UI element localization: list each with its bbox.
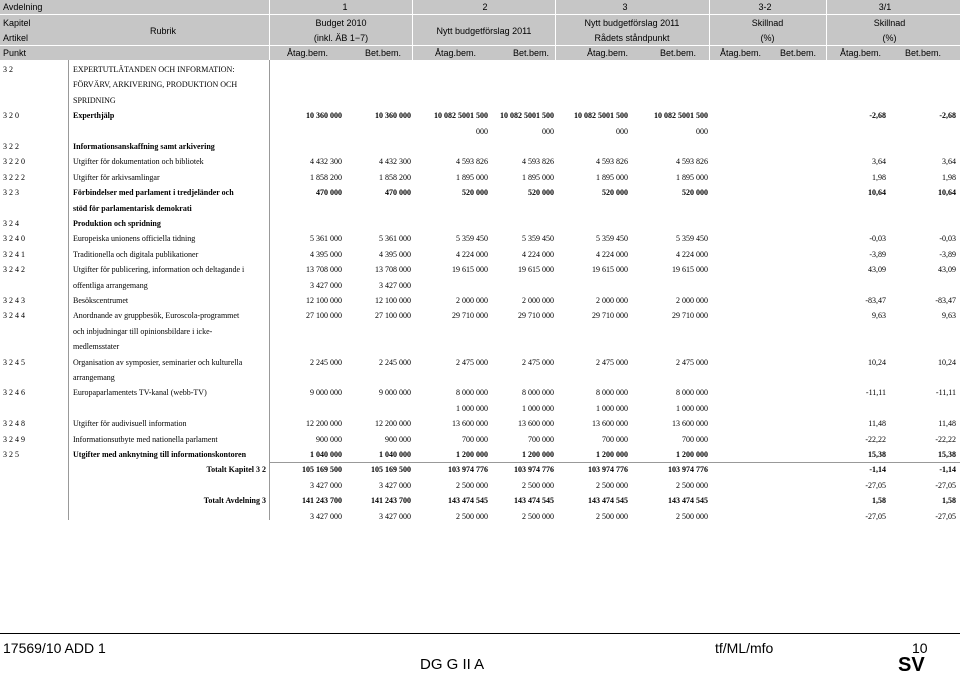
row-title: Utgifter med anknytning till informationskontoren <box>73 450 247 459</box>
footer-page-number: 10 <box>912 640 928 656</box>
row-title: Informationsanskaffning samt arkivering <box>73 142 215 151</box>
header-rubrik: Rubrik <box>150 26 177 36</box>
table-row <box>0 402 960 416</box>
header-budget-2010: Budget 2010 <box>315 18 367 28</box>
row-code: 3 2 4 4 <box>3 311 25 321</box>
row-value: 143 474 545 <box>514 496 554 506</box>
row-title: stöd för parlamentarisk demokrati <box>73 203 192 213</box>
footer-rule <box>0 633 960 634</box>
row-value: -27,05 <box>865 480 886 490</box>
table-row <box>0 479 960 493</box>
footer-doc-ref: 17569/10 ADD 1 <box>3 640 106 656</box>
row-value: 10 082 5001 500 <box>654 111 708 121</box>
subcol-label: Åtag.bem. <box>587 48 629 58</box>
row-title: EXPERTUTLÄTANDEN OCH INFORMATION: <box>73 65 235 74</box>
row-value: 3 427 000 <box>379 280 411 290</box>
row-value: 13 708 000 <box>306 265 342 275</box>
table-row <box>0 140 960 154</box>
row-value: 1 858 200 <box>379 172 411 182</box>
row-title: Informationsutbyte med nationella parlament <box>73 434 218 444</box>
row-code: 3 2 5 <box>3 450 19 459</box>
row-code: 3 2 3 <box>3 188 19 198</box>
row-value: 4 395 000 <box>379 249 411 259</box>
row-value: 4 593 826 <box>676 157 708 167</box>
header-divider <box>269 0 270 60</box>
header-col-3: 3 <box>622 2 628 12</box>
row-value: 43,09 <box>868 265 886 275</box>
row-title: Organisation av symposier, seminarier och kulturella <box>73 357 243 367</box>
row-value: 4 593 826 <box>522 157 554 167</box>
header-col-3-2: 3-2 <box>758 2 772 12</box>
row-value: 19 615 000 <box>452 265 488 275</box>
table-row <box>0 340 960 354</box>
row-title: Anordnande av gruppbesök, Euroscola-programmet <box>73 311 240 321</box>
row-code: 3 2 4 <box>3 219 19 228</box>
row-value: 1,58 <box>942 496 956 506</box>
row-code: 3 2 4 9 <box>3 434 25 444</box>
row-title: Utgifter för publicering, information och deltagande i <box>73 265 245 275</box>
row-value: 105 169 500 <box>371 465 411 475</box>
header-divider <box>555 0 556 60</box>
row-value: 29 710 000 <box>452 311 488 321</box>
row-value: -3,89 <box>869 249 886 259</box>
row-value: 12 100 000 <box>375 296 411 305</box>
table-row <box>0 78 960 92</box>
row-value: 1 858 200 <box>310 172 342 182</box>
row-value: 12 100 000 <box>306 296 342 305</box>
row-code: 3 2 4 1 <box>3 249 25 259</box>
row-title: SPRIDNING <box>73 95 116 105</box>
row-value: 10 082 5001 500 <box>574 111 628 121</box>
row-title: Experthjälp <box>73 111 115 121</box>
row-value: 10,24 <box>868 357 886 367</box>
row-value: 000 <box>696 126 708 136</box>
row-value: -22,22 <box>935 434 956 444</box>
row-value: 13 600 000 <box>518 419 554 429</box>
page-footer <box>0 632 960 676</box>
table-row <box>0 309 960 323</box>
row-value: 000 <box>616 126 628 136</box>
row-title: Utgifter för audivisuell information <box>73 419 187 429</box>
header-skillnad-1-pct: (%) <box>760 33 775 43</box>
row-value: 143 474 545 <box>448 496 488 506</box>
row-value: 13 600 000 <box>592 419 628 429</box>
header-skillnad-2: Skillnad <box>873 18 906 28</box>
table-row <box>0 186 960 200</box>
row-value: 29 710 000 <box>672 311 708 321</box>
row-value: 10,64 <box>938 188 956 198</box>
header-skillnad-2-pct: (%) <box>882 33 897 43</box>
row-value: 000 <box>476 126 488 136</box>
header-divider <box>826 0 827 60</box>
table-row <box>0 94 960 108</box>
row-value: 1 895 000 <box>456 172 488 182</box>
row-value: 2 500 000 <box>456 511 488 521</box>
row-value: 2 500 000 <box>676 480 708 490</box>
row-value: 2 475 000 <box>456 357 488 367</box>
row-value: 2 475 000 <box>676 357 708 367</box>
header-col-1: 1 <box>342 2 348 12</box>
row-value: 1 040 000 <box>379 450 411 459</box>
table-row <box>0 356 960 370</box>
row-title: Produktion och spridning <box>73 219 161 228</box>
table-row <box>0 494 960 508</box>
row-value: 19 615 000 <box>672 265 708 275</box>
subcol-label: Bet.bem. <box>780 48 817 58</box>
row-value: 10 360 000 <box>306 111 342 121</box>
header-col-3-1: 3/1 <box>878 2 892 12</box>
table-row <box>0 371 960 385</box>
row-value: 103 974 776 <box>514 465 554 475</box>
row-value: 27 100 000 <box>375 311 411 321</box>
row-value: 1 895 000 <box>676 172 708 182</box>
row-value: 9 000 000 <box>310 388 342 398</box>
row-value: -3,89 <box>939 249 956 259</box>
subcol-label: Bet.bem. <box>660 48 697 58</box>
row-value: 1 200 000 <box>456 450 488 459</box>
row-value: -11,11 <box>935 388 956 398</box>
row-value: 3 427 000 <box>379 511 411 521</box>
table-row <box>0 217 960 231</box>
row-title: FÖRVÄRV, ARKIVERING, PRODUKTION OCH <box>73 80 238 90</box>
row-value: 5 361 000 <box>310 234 342 244</box>
table-row <box>0 510 960 524</box>
footer-initials: tf/ML/mfo <box>715 640 774 656</box>
row-value: 15,38 <box>868 450 886 459</box>
row-value: -27,05 <box>935 480 956 490</box>
row-value: -27,05 <box>935 511 956 521</box>
header-divider <box>709 0 710 60</box>
header-avdelning: Avdelning <box>3 2 43 12</box>
row-value: 2 000 000 <box>596 296 628 305</box>
row-value: 12 200 000 <box>375 419 411 429</box>
row-value: 10 082 5001 500 <box>434 111 488 121</box>
header-punkt: Punkt <box>3 48 27 58</box>
row-value: -0,03 <box>939 234 956 244</box>
row-value: 4 432 300 <box>310 157 342 167</box>
row-value: -2,68 <box>939 111 956 121</box>
row-value: 700 000 <box>682 434 708 444</box>
row-value: -83,47 <box>865 296 886 305</box>
row-value: 9 000 000 <box>379 388 411 398</box>
row-value: 10 082 5001 500 <box>500 111 554 121</box>
row-value: 000 <box>542 126 554 136</box>
row-value: 2 500 000 <box>522 511 554 521</box>
row-code: 3 2 0 <box>3 111 19 121</box>
row-value: 103 974 776 <box>448 465 488 475</box>
header-divider <box>0 45 960 46</box>
row-value: 1 040 000 <box>310 450 342 459</box>
row-title: Totalt Kapitel 3 2 <box>206 465 266 475</box>
row-value: 2 500 000 <box>522 480 554 490</box>
header-nytt-budget: Nytt budgetförslag 2011 <box>436 26 532 36</box>
row-value: 11,48 <box>938 419 956 429</box>
table-row <box>0 463 960 477</box>
table-row <box>0 386 960 400</box>
table-row <box>0 232 960 246</box>
row-value: 470 000 <box>316 188 342 198</box>
row-value: 141 243 700 <box>371 496 411 506</box>
row-value: 2 000 000 <box>522 296 554 305</box>
row-value: 29 710 000 <box>592 311 628 321</box>
header-kapitel: Kapitel <box>3 18 31 28</box>
table-row <box>0 109 960 123</box>
row-value: -27,05 <box>865 511 886 521</box>
row-title: arrangemang <box>73 373 115 382</box>
row-title: Europeiska unionens officiella tidning <box>73 234 196 244</box>
row-value: 13 600 000 <box>672 419 708 429</box>
row-value: 1 895 000 <box>596 172 628 182</box>
row-value: 900 000 <box>385 434 411 444</box>
table-row <box>0 325 960 339</box>
row-code: 3 2 <box>3 65 13 74</box>
row-value: 4 224 000 <box>456 249 488 259</box>
row-value: 4 593 826 <box>456 157 488 167</box>
subcol-label: Åtag.bem. <box>720 48 762 58</box>
row-code: 3 2 2 0 <box>3 157 25 167</box>
row-code: 3 2 4 3 <box>3 296 25 305</box>
table-row <box>0 171 960 185</box>
row-value: -11,11 <box>865 388 886 398</box>
row-value: 520 000 <box>528 188 554 198</box>
row-title: Totalt Avdelning 3 <box>203 496 266 506</box>
row-value: 700 000 <box>462 434 488 444</box>
row-value: 2 245 000 <box>379 357 411 367</box>
row-value: 5 359 450 <box>456 234 488 244</box>
row-value: -1,14 <box>869 465 886 475</box>
header-budget-inkl: (inkl. ÄB 1−7) <box>313 33 369 43</box>
row-value: 29 710 000 <box>518 311 554 321</box>
subcol-label: Åtag.bem. <box>435 48 477 58</box>
row-code: 3 2 2 2 <box>3 172 25 182</box>
row-value: 12 200 000 <box>306 419 342 429</box>
row-value: 3,64 <box>942 157 956 167</box>
row-title: Besökscentrumet <box>73 296 129 305</box>
row-value: 5 359 450 <box>522 234 554 244</box>
row-value: 4 593 826 <box>596 157 628 167</box>
row-value: 8 000 000 <box>596 388 628 398</box>
row-value: 9,63 <box>872 311 886 321</box>
table-row <box>0 294 960 308</box>
row-value: 2 475 000 <box>522 357 554 367</box>
row-title: Utgifter för arkivsamlingar <box>73 172 160 182</box>
row-title: Förbindelser med parlament i tredjeländer och <box>73 188 234 198</box>
row-title: och inbjudningar till opinionsbildare i icke- <box>73 326 213 336</box>
table-header <box>0 0 960 60</box>
row-value: 520 000 <box>462 188 488 198</box>
table-row <box>0 433 960 447</box>
header-divider <box>412 0 413 60</box>
row-title: medlemsstater <box>73 342 120 352</box>
row-value: 2 500 000 <box>676 511 708 521</box>
row-value: 1 000 000 <box>676 403 708 413</box>
table-row <box>0 202 960 216</box>
table-row <box>0 263 960 277</box>
row-value: 141 243 700 <box>302 496 342 506</box>
table-row <box>0 155 960 169</box>
row-value: 2 475 000 <box>596 357 628 367</box>
row-code: 3 2 4 2 <box>3 265 25 275</box>
row-value: 5 359 450 <box>676 234 708 244</box>
total-rule <box>269 462 960 463</box>
row-value: 4 224 000 <box>596 249 628 259</box>
table-row <box>0 125 960 139</box>
row-value: 19 615 000 <box>518 265 554 275</box>
header-skillnad-1: Skillnad <box>751 18 784 28</box>
subcol-label: Bet.bem. <box>905 48 942 58</box>
row-value: 10 360 000 <box>375 111 411 121</box>
row-code: 3 2 2 <box>3 142 19 151</box>
table-row <box>0 248 960 262</box>
row-value: 1 200 000 <box>676 450 708 459</box>
row-value: 1,98 <box>942 172 956 182</box>
subcol-label: Bet.bem. <box>513 48 550 58</box>
row-value: 15,38 <box>938 450 956 459</box>
table-row <box>0 279 960 293</box>
row-value: 43,09 <box>938 265 956 275</box>
header-divider <box>0 14 960 15</box>
table-row <box>0 417 960 431</box>
row-value: 4 432 300 <box>379 157 411 167</box>
row-value: 13 708 000 <box>375 265 411 275</box>
row-title: offentliga arrangemang <box>73 280 148 290</box>
row-value: 8 000 000 <box>676 388 708 398</box>
subcol-label: Åtag.bem. <box>840 48 882 58</box>
row-code: 3 2 4 5 <box>3 357 25 367</box>
row-value: 1,98 <box>872 172 886 182</box>
row-value: 2 245 000 <box>310 357 342 367</box>
row-code: 3 2 4 6 <box>3 388 25 398</box>
row-value: 103 974 776 <box>588 465 628 475</box>
row-value: 1 000 000 <box>596 403 628 413</box>
row-value: 9,63 <box>942 311 956 321</box>
row-value: 2 000 000 <box>676 296 708 305</box>
row-value: 900 000 <box>316 434 342 444</box>
row-value: 3 427 000 <box>310 511 342 521</box>
row-value: -83,47 <box>935 296 956 305</box>
table-row <box>0 63 960 77</box>
row-value: 2 500 000 <box>456 480 488 490</box>
subcol-label: Åtag.bem. <box>287 48 329 58</box>
header-radets-line2: Rådets ståndpunkt <box>594 33 670 43</box>
row-value: 11,48 <box>868 419 886 429</box>
row-value: 5 359 450 <box>596 234 628 244</box>
row-code: 3 2 4 0 <box>3 234 25 244</box>
row-value: 4 395 000 <box>310 249 342 259</box>
row-value: 1,58 <box>872 496 886 506</box>
row-value: 10,64 <box>868 188 886 198</box>
row-value: -2,68 <box>869 111 886 121</box>
row-code: 3 2 4 8 <box>3 419 25 429</box>
row-value: 3 427 000 <box>379 480 411 490</box>
row-value: 19 615 000 <box>592 265 628 275</box>
row-value: 520 000 <box>682 188 708 198</box>
row-value: 103 974 776 <box>668 465 708 475</box>
row-value: -1,14 <box>939 465 956 475</box>
row-value: -22,22 <box>865 434 886 444</box>
subcol-label: Bet.bem. <box>365 48 402 58</box>
row-value: 143 474 545 <box>668 496 708 506</box>
header-artikel: Artikel <box>3 33 29 43</box>
row-value: -0,03 <box>869 234 886 244</box>
row-value: 2 500 000 <box>596 480 628 490</box>
row-value: 5 361 000 <box>379 234 411 244</box>
row-value: 1 895 000 <box>522 172 554 182</box>
footer-language: SV <box>898 654 925 676</box>
row-value: 27 100 000 <box>306 311 342 321</box>
row-value: 4 224 000 <box>522 249 554 259</box>
row-value: 700 000 <box>602 434 628 444</box>
row-value: 8 000 000 <box>522 388 554 398</box>
row-value: 1 200 000 <box>596 450 628 459</box>
footer-dept: DG G II A <box>420 656 485 673</box>
row-value: 2 500 000 <box>596 511 628 521</box>
row-value: 700 000 <box>528 434 554 444</box>
header-col-2: 2 <box>482 2 488 12</box>
row-value: 105 169 500 <box>302 465 342 475</box>
row-value: 3,64 <box>872 157 886 167</box>
row-value: 1 000 000 <box>522 403 554 413</box>
row-value: 470 000 <box>385 188 411 198</box>
row-value: 8 000 000 <box>456 388 488 398</box>
row-value: 1 200 000 <box>522 450 554 459</box>
table-row <box>0 448 960 462</box>
row-title: Traditionella och digitala publikationer <box>73 249 199 259</box>
row-value: 10,24 <box>938 357 956 367</box>
header-radets-line1: Nytt budgetförslag 2011 <box>584 18 680 28</box>
row-title: Utgifter för dokumentation och bibliotek <box>73 157 204 167</box>
row-value: 2 000 000 <box>456 296 488 305</box>
row-value: 520 000 <box>602 188 628 198</box>
row-value: 4 224 000 <box>676 249 708 259</box>
row-title: Europaparlamentets TV-kanal (webb-TV) <box>73 388 207 398</box>
row-value: 13 600 000 <box>452 419 488 429</box>
row-value: 143 474 545 <box>588 496 628 506</box>
row-value: 3 427 000 <box>310 480 342 490</box>
row-value: 3 427 000 <box>310 280 342 290</box>
row-value: 1 000 000 <box>456 403 488 413</box>
